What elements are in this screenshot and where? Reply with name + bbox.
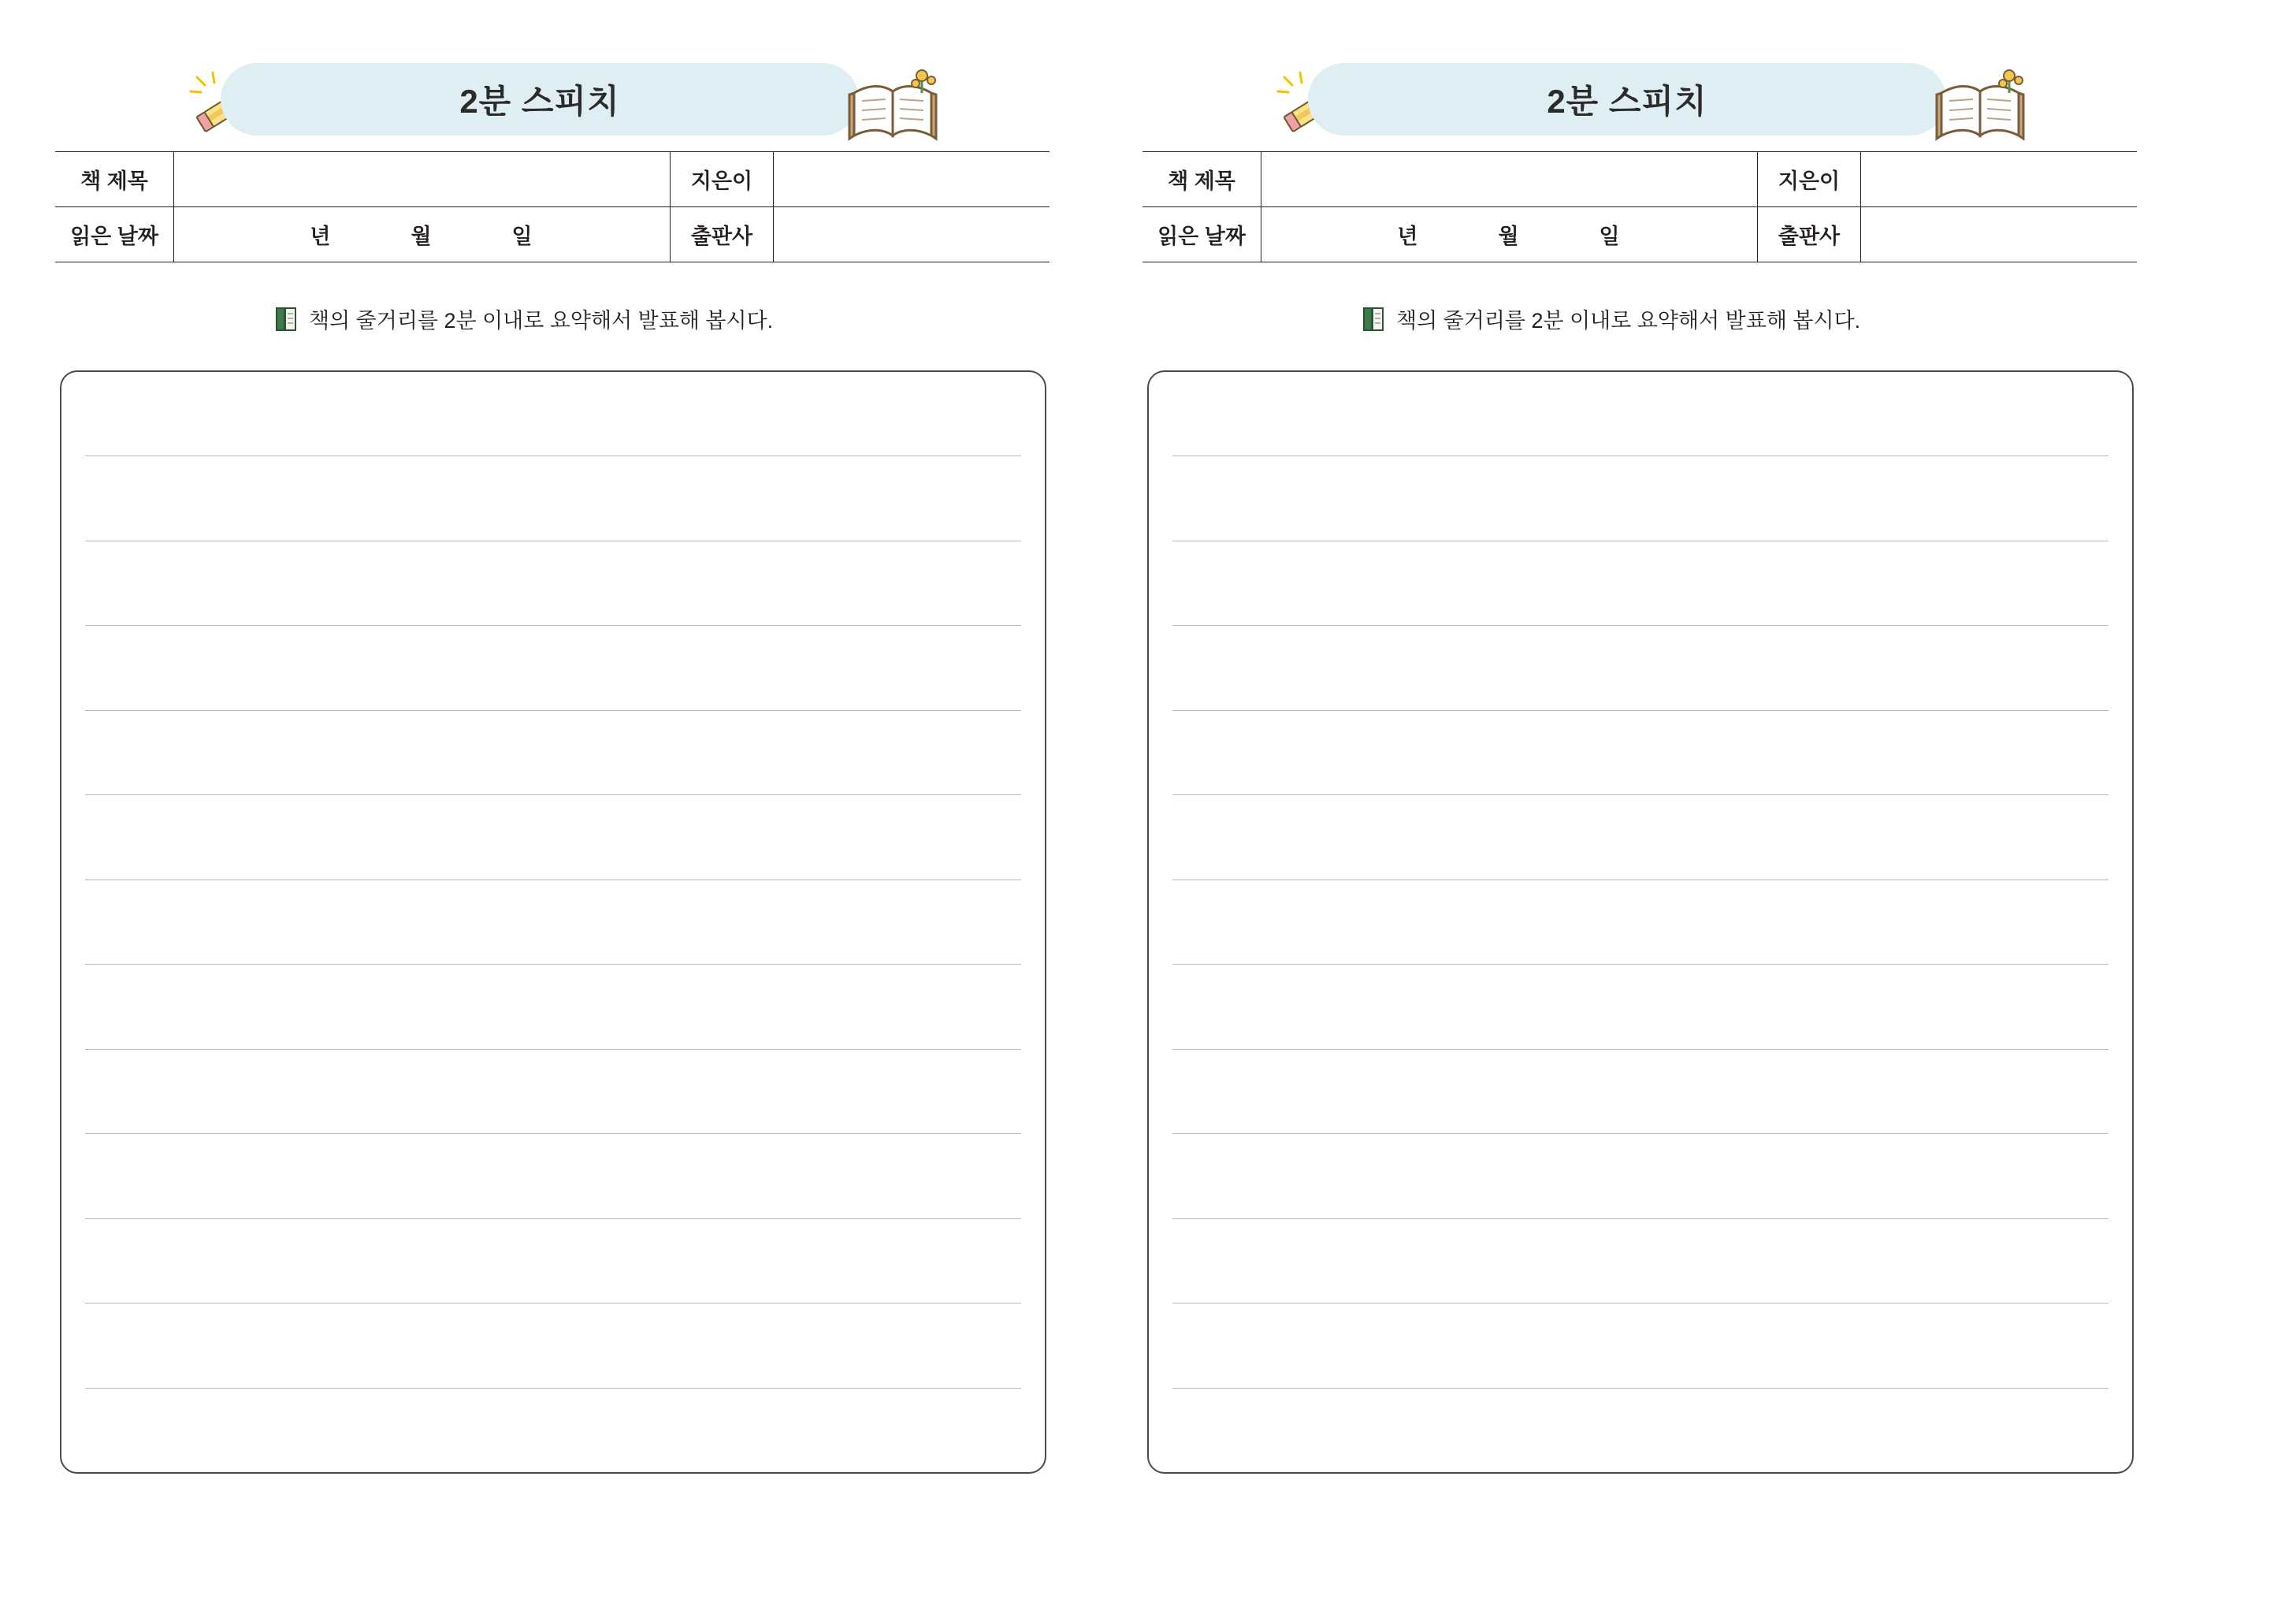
write-line[interactable] — [85, 1389, 1021, 1472]
input-author[interactable] — [774, 152, 1050, 207]
write-line[interactable] — [1172, 1050, 2108, 1134]
label-publisher: 출판사 — [671, 207, 774, 262]
input-book-title[interactable] — [1261, 152, 1758, 207]
write-line[interactable] — [1172, 711, 2108, 795]
input-read-date[interactable] — [1261, 207, 1758, 262]
banner — [1308, 63, 1946, 136]
write-line[interactable] — [85, 1134, 1021, 1218]
write-line[interactable] — [1172, 1134, 2108, 1218]
input-book-title[interactable] — [174, 152, 671, 207]
banner — [221, 63, 859, 136]
write-line[interactable] — [1172, 541, 2108, 626]
date-day-label: 일 — [1599, 225, 1622, 248]
write-line[interactable] — [85, 456, 1021, 541]
date-month-label: 월 — [411, 225, 433, 248]
label-book-title: 책 제목 — [55, 152, 174, 207]
write-line[interactable] — [85, 1303, 1021, 1388]
label-read-date: 읽은 날짜 — [1142, 207, 1261, 262]
instruction-text: 책의 줄거리를 2분 이내로 요약해서 발표해 봅시다. — [1396, 309, 1861, 333]
write-line[interactable] — [85, 880, 1021, 965]
input-author[interactable] — [1861, 152, 2138, 207]
book-icon — [1363, 307, 1384, 332]
label-author: 지은이 — [671, 152, 774, 207]
write-line[interactable] — [85, 965, 1021, 1049]
writing-lines — [1172, 372, 2108, 1472]
write-line[interactable] — [1172, 456, 2108, 541]
title-banner-row — [1142, 47, 2159, 142]
open-book-icon — [1930, 63, 2033, 150]
date-year-label: 년 — [310, 225, 333, 248]
write-line[interactable] — [85, 711, 1021, 795]
date-year-label: 년 — [1397, 225, 1420, 248]
page-title: 2분 스피치 — [1547, 83, 1707, 120]
writing-lines — [85, 372, 1021, 1472]
write-line[interactable] — [1172, 372, 2108, 456]
label-read-date: 읽은 날짜 — [55, 207, 174, 262]
book-info-table — [55, 151, 1050, 262]
page-title: 2분 스피치 — [459, 83, 620, 120]
writing-area-value — [61, 372, 62, 373]
write-line[interactable] — [1172, 880, 2108, 965]
table-row — [55, 152, 1050, 207]
label-book-title: 책 제목 — [1142, 152, 1261, 207]
write-line[interactable] — [1172, 795, 2108, 880]
table-row — [1142, 207, 2137, 262]
write-line[interactable] — [1172, 965, 2108, 1049]
date-day-label: 일 — [511, 225, 534, 248]
writing-area-right[interactable] — [1147, 370, 2134, 1474]
table-row — [55, 207, 1050, 262]
worksheet-right — [1142, 47, 2159, 1614]
writing-area-left[interactable] — [60, 370, 1046, 1474]
book-info-table — [1142, 151, 2137, 262]
instruction-text: 책의 줄거리를 2분 이내로 요약해서 발표해 봅시다. — [309, 309, 774, 333]
open-book-icon — [843, 63, 946, 150]
writing-area-value — [1149, 372, 1150, 373]
label-author: 지은이 — [1758, 152, 1861, 207]
instruction-row — [1363, 303, 2159, 334]
write-line[interactable] — [1172, 1303, 2108, 1388]
write-line[interactable] — [1172, 1389, 2108, 1472]
date-month-label: 월 — [1498, 225, 1521, 248]
book-icon — [276, 307, 296, 332]
write-line[interactable] — [1172, 1219, 2108, 1303]
instruction-row — [276, 303, 1072, 334]
write-line[interactable] — [85, 1050, 1021, 1134]
write-line[interactable] — [85, 541, 1021, 626]
input-publisher[interactable] — [1861, 207, 2138, 262]
write-line[interactable] — [85, 372, 1021, 456]
worksheet-left — [55, 47, 1072, 1614]
label-publisher: 출판사 — [1758, 207, 1861, 262]
write-line[interactable] — [85, 1219, 1021, 1303]
input-publisher[interactable] — [774, 207, 1050, 262]
table-row — [1142, 152, 2137, 207]
input-read-date[interactable] — [174, 207, 671, 262]
write-line[interactable] — [85, 795, 1021, 880]
title-banner-row — [55, 47, 1072, 142]
write-line[interactable] — [1172, 626, 2108, 710]
write-line[interactable] — [85, 626, 1021, 710]
